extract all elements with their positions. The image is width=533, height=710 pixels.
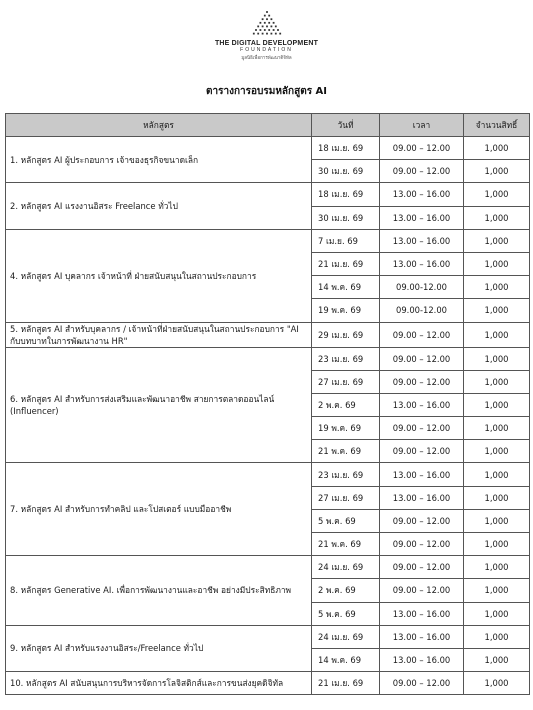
session-date-cell: 14 พ.ค. 69 [312, 276, 380, 299]
org-thai-name: มูลนิธิเพื่อการพัฒนาดิจิทัล [241, 56, 292, 61]
session-seats-cell: 1,000 [464, 440, 530, 463]
table-row [6, 463, 530, 486]
session-time-cell: 13.00 – 16.00 [380, 463, 464, 486]
foundation-logo [0, 10, 533, 61]
session-time-cell: 13.00 – 16.00 [380, 648, 464, 671]
session-time-cell: 09.00-12.00 [380, 276, 464, 299]
session-seats-cell: 1,000 [464, 463, 530, 486]
course-title-cell: 8. หลักสูตร Generative AI. เพื่อการพัฒนางานและอาชีพ อย่างมีประสิทธิภาพ [6, 556, 312, 626]
course-schedule-table [5, 113, 530, 695]
session-date-cell: 21 เม.ย. 69 [312, 252, 380, 275]
course-title-cell: 6. หลักสูตร AI สำหรับการส่งเสริมและพัฒนาอาชีพ สายการตลาดออนไลน์ (Influencer) [6, 347, 312, 463]
course-title-cell: 1. หลักสูตร AI ผู้ประกอบการ เจ้าของธุรกิจขนาดเล็ก [6, 137, 312, 183]
session-time-cell: 09.00 – 12.00 [380, 417, 464, 440]
session-time-cell: 09.00 – 12.00 [380, 370, 464, 393]
session-time-cell: 13.00 – 16.00 [380, 252, 464, 275]
table-row [6, 672, 530, 695]
session-time-cell: 09.00 – 12.00 [380, 509, 464, 532]
header-date: วันที่ [312, 114, 380, 137]
session-time-cell: 09.00 – 12.00 [380, 672, 464, 695]
session-date-cell: 19 พ.ค. 69 [312, 299, 380, 322]
table-row [6, 556, 530, 579]
table-row [6, 322, 530, 347]
course-title-cell: 10. หลักสูตร AI สนับสนุนการบริหารจัดการโลจิสติกส์และการขนส่งยุคดิจิทัล [6, 672, 312, 695]
course-title-cell: 9. หลักสูตร AI สำหรับแรงงานอิสระ/Freelance ทั่วไป [6, 625, 312, 671]
session-date-cell: 7 เม.ย. 69 [312, 229, 380, 252]
table-row [6, 137, 530, 160]
header-seats: จำนวนสิทธิ์ [464, 114, 530, 137]
session-date-cell: 27 เม.ย. 69 [312, 370, 380, 393]
table-row [6, 183, 530, 206]
session-date-cell: 18 เม.ย. 69 [312, 137, 380, 160]
session-date-cell: 21 เม.ย. 69 [312, 672, 380, 695]
session-time-cell: 09.00 – 12.00 [380, 160, 464, 183]
session-time-cell: 13.00 – 16.00 [380, 625, 464, 648]
session-date-cell: 30 เม.ย. 69 [312, 206, 380, 229]
table-row [6, 229, 530, 252]
session-seats-cell: 1,000 [464, 160, 530, 183]
session-seats-cell: 1,000 [464, 509, 530, 532]
session-seats-cell: 1,000 [464, 486, 530, 509]
session-time-cell: 09.00-12.00 [380, 299, 464, 322]
session-time-cell: 09.00 – 12.00 [380, 533, 464, 556]
session-date-cell: 23 เม.ย. 69 [312, 347, 380, 370]
session-time-cell: 09.00 – 12.00 [380, 440, 464, 463]
session-seats-cell: 1,000 [464, 533, 530, 556]
session-seats-cell: 1,000 [464, 229, 530, 252]
session-seats-cell: 1,000 [464, 370, 530, 393]
header-course: หลักสูตร [6, 114, 312, 137]
session-seats-cell: 1,000 [464, 579, 530, 602]
session-date-cell: 5 พ.ค. 69 [312, 509, 380, 532]
session-date-cell: 27 เม.ย. 69 [312, 486, 380, 509]
session-time-cell: 13.00 – 16.00 [380, 486, 464, 509]
session-time-cell: 13.00 – 16.00 [380, 206, 464, 229]
session-seats-cell: 1,000 [464, 648, 530, 671]
session-date-cell: 21 พ.ค. 69 [312, 440, 380, 463]
session-seats-cell: 1,000 [464, 299, 530, 322]
org-subtitle: FOUNDATION [240, 47, 293, 53]
session-seats-cell: 1,000 [464, 347, 530, 370]
session-date-cell: 24 เม.ย. 69 [312, 556, 380, 579]
session-seats-cell: 1,000 [464, 417, 530, 440]
session-time-cell: 13.00 – 16.00 [380, 229, 464, 252]
session-time-cell: 09.00 – 12.00 [380, 322, 464, 347]
triangle-dots-logo-icon [250, 10, 284, 38]
session-time-cell: 13.00 – 16.00 [380, 602, 464, 625]
session-date-cell: 5 พ.ค. 69 [312, 602, 380, 625]
table-body [6, 137, 530, 695]
session-seats-cell: 1,000 [464, 252, 530, 275]
org-name: THE DIGITAL DEVELOPMENT [214, 40, 319, 47]
session-seats-cell: 1,000 [464, 183, 530, 206]
session-seats-cell: 1,000 [464, 556, 530, 579]
session-seats-cell: 1,000 [464, 602, 530, 625]
session-seats-cell: 1,000 [464, 393, 530, 416]
course-title-cell: 7. หลักสูตร AI สำหรับการทำคลิป และโปสเตอร์ แบบมืออาชีพ [6, 463, 312, 556]
session-time-cell: 09.00 – 12.00 [380, 347, 464, 370]
session-date-cell: 30 เม.ย. 69 [312, 160, 380, 183]
table-header-row [6, 114, 530, 137]
session-date-cell: 24 เม.ย. 69 [312, 625, 380, 648]
session-date-cell: 29 เม.ย. 69 [312, 322, 380, 347]
session-date-cell: 18 เม.ย. 69 [312, 183, 380, 206]
session-date-cell: 2 พ.ค. 69 [312, 393, 380, 416]
course-title-cell: 5. หลักสูตร AI สำหรับบุคลากร / เจ้าหน้าที่ฝ่ายสนับสนุนในสถานประกอบการ "AI กับบทบาทในการพัฒนางาน HR" [6, 322, 312, 347]
session-date-cell: 19 พ.ค. 69 [312, 417, 380, 440]
session-date-cell: 21 พ.ค. 69 [312, 533, 380, 556]
session-seats-cell: 1,000 [464, 206, 530, 229]
course-title-cell: 2. หลักสูตร AI แรงงานอิสระ Freelance ทั่วไป [6, 183, 312, 229]
session-seats-cell: 1,000 [464, 137, 530, 160]
table-row [6, 347, 530, 370]
session-seats-cell: 1,000 [464, 276, 530, 299]
table-row [6, 625, 530, 648]
session-date-cell: 2 พ.ค. 69 [312, 579, 380, 602]
session-time-cell: 09.00 – 12.00 [380, 579, 464, 602]
course-title-cell: 4. หลักสูตร AI บุคลากร เจ้าหน้าที่ ฝ่ายสนับสนุนในสถานประกอบการ [6, 229, 312, 322]
session-seats-cell: 1,000 [464, 322, 530, 347]
session-seats-cell: 1,000 [464, 672, 530, 695]
session-time-cell: 09.00 – 12.00 [380, 137, 464, 160]
header-time: เวลา [380, 114, 464, 137]
session-date-cell: 14 พ.ค. 69 [312, 648, 380, 671]
session-date-cell: 23 เม.ย. 69 [312, 463, 380, 486]
session-seats-cell: 1,000 [464, 625, 530, 648]
session-time-cell: 13.00 – 16.00 [380, 393, 464, 416]
document-title: ตารางการอบรมหลักสูตร AI [205, 86, 328, 97]
session-time-cell: 09.00 – 12.00 [380, 556, 464, 579]
session-time-cell: 13.00 – 16.00 [380, 183, 464, 206]
